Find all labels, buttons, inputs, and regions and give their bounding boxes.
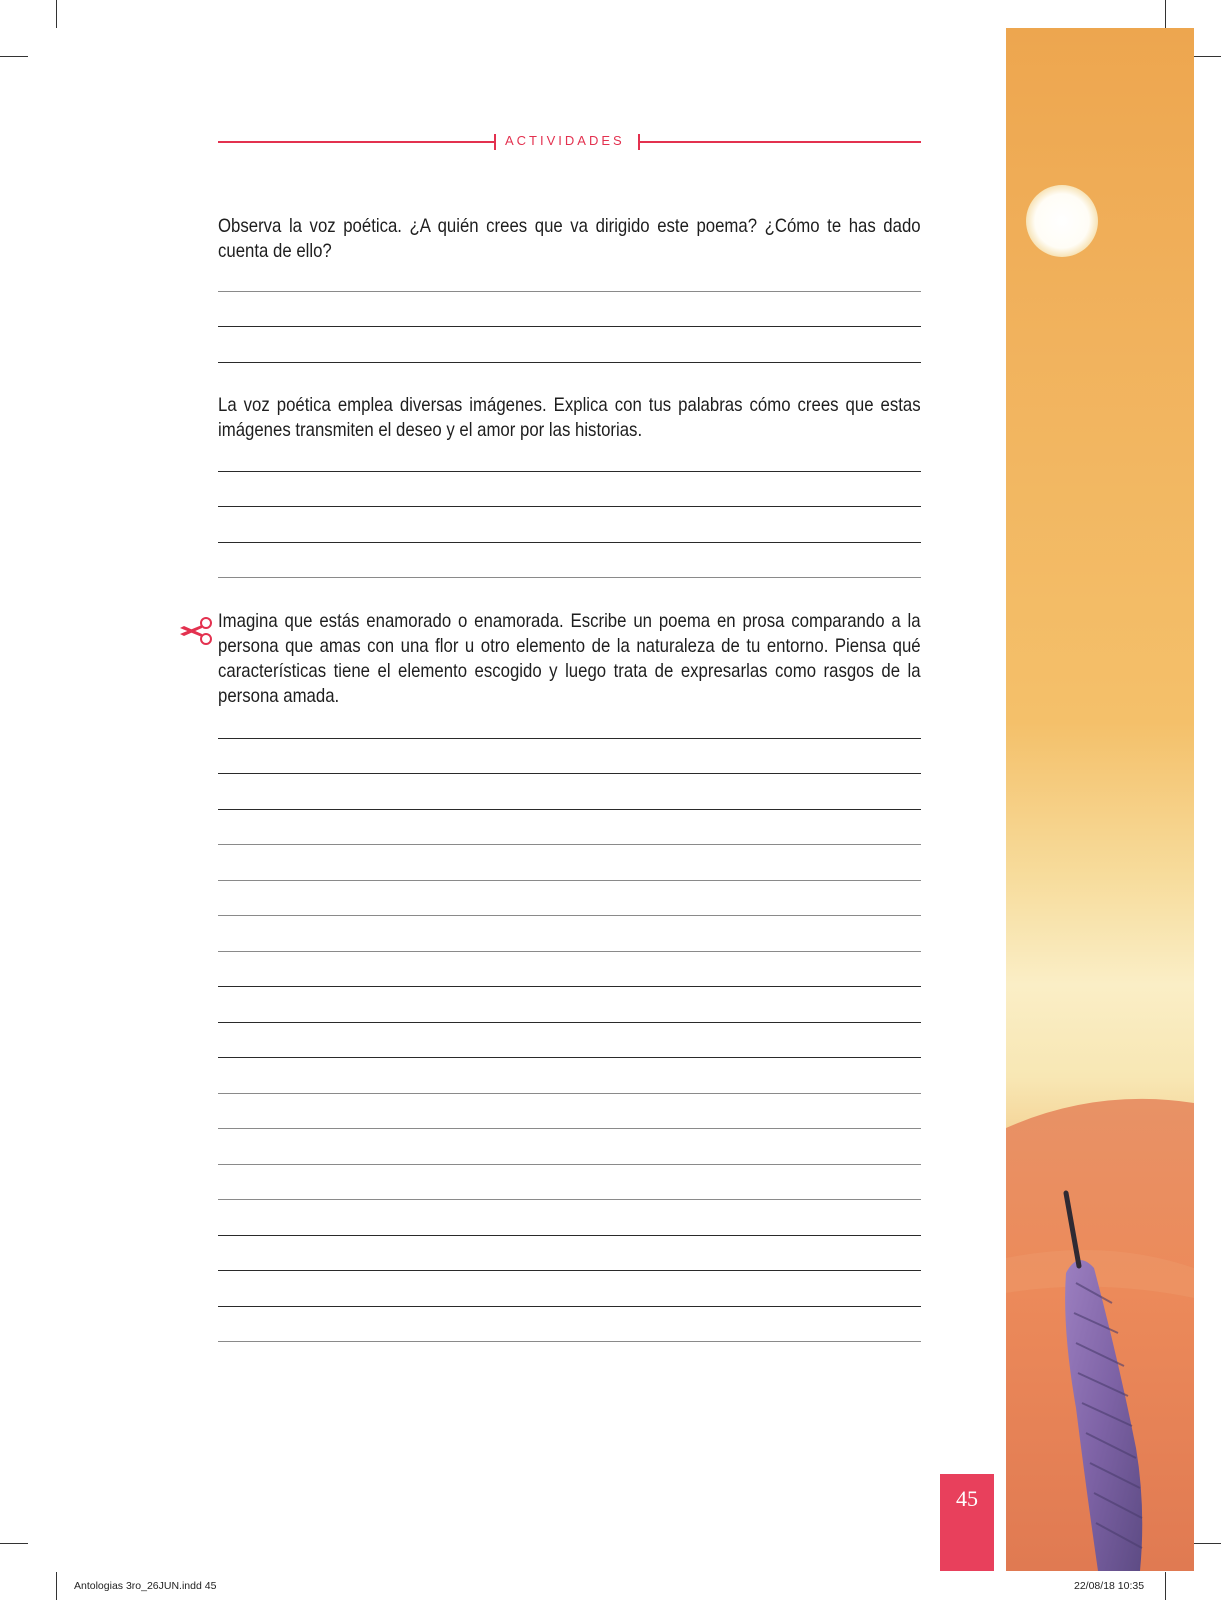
- question-3: Imagina que estás enamorado o enamorada. Escribe un poema en prosa comparando a la persona que amas con una flor u otro elemento de la naturaleza de tu entorno. Piensa qué características tiene el elemento escogido y luego trata de expresarlas como rasgos de la persona amada.: [218, 610, 921, 707]
- sunset-illustration: [1006, 28, 1194, 1571]
- answer-line[interactable]: [218, 809, 921, 810]
- crop-mark: [1193, 1543, 1221, 1544]
- answer-line[interactable]: [218, 471, 921, 472]
- answer-line[interactable]: [218, 1199, 921, 1200]
- question-1: Observa la voz poética. ¿A quién crees que va dirigido este poema? ¿Cómo te has dado cuenta de ello?: [218, 215, 921, 262]
- answer-line[interactable]: [218, 577, 921, 578]
- header-tick-left: [494, 134, 496, 150]
- answer-line[interactable]: [218, 1341, 921, 1342]
- answer-line[interactable]: [218, 986, 921, 987]
- answer-line[interactable]: [218, 1235, 921, 1236]
- answer-line[interactable]: [218, 326, 921, 327]
- answer-line[interactable]: [218, 1128, 921, 1129]
- header-rule-right: [638, 141, 921, 143]
- answer-line[interactable]: [218, 362, 921, 363]
- crop-mark: [56, 1572, 57, 1600]
- section-title: ACTIVIDADES: [505, 133, 625, 148]
- crop-mark: [56, 0, 57, 28]
- crop-mark: [0, 1543, 28, 1544]
- crop-mark: [1165, 1572, 1166, 1600]
- answer-line[interactable]: [218, 542, 921, 543]
- answer-line[interactable]: [218, 738, 921, 739]
- answer-line[interactable]: [218, 951, 921, 952]
- answer-line[interactable]: [218, 844, 921, 845]
- scissors-icon: [174, 614, 214, 648]
- answer-line[interactable]: [218, 1057, 921, 1058]
- answer-line[interactable]: [218, 506, 921, 507]
- page-number: 45: [956, 1486, 978, 1511]
- slug-filename: Antologias 3ro_26JUN.indd 45: [74, 1580, 217, 1592]
- answer-line[interactable]: [218, 773, 921, 774]
- answer-line[interactable]: [218, 1093, 921, 1094]
- slug-date: 22/08/18 10:35: [1074, 1580, 1145, 1592]
- question-2: La voz poética emplea diversas imágenes. Explica con tus palabras cómo crees que estas imágenes transmiten el deseo y el amor por las historias.: [218, 394, 921, 441]
- answer-line[interactable]: [218, 880, 921, 881]
- crop-mark: [1193, 56, 1221, 57]
- crop-mark: [1165, 0, 1166, 28]
- answer-line[interactable]: [218, 1164, 921, 1165]
- answer-line[interactable]: [218, 291, 921, 292]
- answer-line[interactable]: [218, 915, 921, 916]
- answer-line[interactable]: [218, 1022, 921, 1023]
- page-number-box: [940, 1474, 994, 1571]
- crop-mark: [0, 56, 28, 57]
- answer-line[interactable]: [218, 1270, 921, 1271]
- answer-line[interactable]: [218, 1306, 921, 1307]
- header-rule-left: [218, 141, 495, 143]
